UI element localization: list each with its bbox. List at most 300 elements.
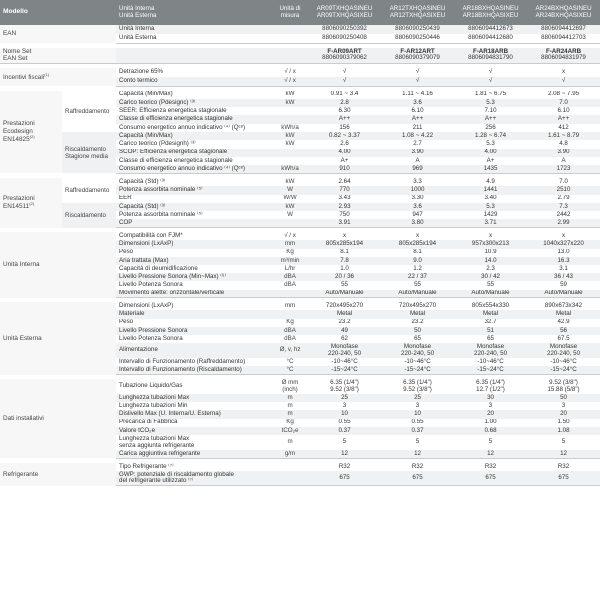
row-unit: W — [272, 186, 308, 194]
value-cell: R32 — [527, 463, 600, 471]
row-unit — [272, 107, 308, 115]
row-unit — [272, 115, 308, 123]
row-unit: kW — [272, 203, 308, 211]
row-unit — [272, 463, 308, 471]
value-cell: 412 — [527, 124, 600, 132]
row-label: Peso — [116, 249, 272, 257]
row-unit — [272, 34, 308, 43]
model-outdoor: AR09TXHQASIXEU — [316, 11, 373, 19]
value-cell: 1723 — [527, 165, 600, 173]
value-cell: 0.82 ~ 3.37 — [308, 132, 381, 140]
footnote-mark: (1) — [44, 71, 50, 77]
row-label: Livello Potenza Sonora — [116, 335, 272, 343]
value-cell: 750 — [308, 211, 381, 219]
row-unit: kW — [272, 91, 308, 99]
row-label: Unità Interna — [116, 25, 272, 34]
value-cell: √ — [454, 77, 527, 86]
row-unit: g/m — [272, 450, 308, 458]
row-unit: L/hr — [272, 265, 308, 273]
value-cell: 6.35 (1/4") 9.52 (3/8") — [308, 379, 381, 394]
footnote-mark: (2) — [29, 134, 35, 140]
value-cell: 20 / 36 — [308, 273, 381, 281]
row-label: Capacità (Std) ⁽³⁾ — [116, 203, 272, 211]
value-cell: 675 — [381, 471, 454, 486]
value-cell: 720x495x270 — [381, 302, 454, 310]
value-cell: 55 — [381, 281, 454, 289]
section-label: EAN — [0, 25, 116, 43]
value-cell: 67.5 — [527, 335, 600, 343]
unit-of-measure-header: Unità di misura — [272, 0, 308, 25]
row-unit: dBA — [272, 327, 308, 335]
value-cell: 8806094412680 — [454, 34, 527, 43]
value-cell: 1.08 ~ 4.22 — [381, 132, 454, 140]
value-cell: 1.11 ~ 4.16 — [381, 91, 454, 99]
value-cell: x — [527, 68, 600, 77]
row-unit: Ø mm (inch) — [272, 379, 308, 394]
value-cell: 4.8 — [527, 140, 600, 148]
value-cell: 10 — [381, 410, 454, 418]
value-cell: Auto/Manuale — [527, 290, 600, 298]
value-cell: A++ — [381, 115, 454, 123]
model-column-header — [381, 0, 454, 25]
set-cell — [381, 48, 454, 64]
row-label: Capacità (Min/Max) — [116, 132, 272, 140]
value-cell: 1000 — [381, 186, 454, 194]
value-cell: 23.2 — [308, 319, 381, 327]
value-cell: 0.68 — [454, 427, 527, 435]
row-label: Dimensioni (LxAxP) — [116, 302, 272, 310]
value-cell: 1.2 — [381, 265, 454, 273]
unit-type-header — [116, 0, 272, 25]
row-label: Alimentazione — [116, 343, 272, 358]
value-cell: 2.99 — [527, 219, 600, 227]
value-cell: 3.71 — [454, 219, 527, 227]
value-cell: 6.30 — [308, 107, 381, 115]
row-label: Livello Pressione Sonora — [116, 327, 272, 335]
value-cell: -10~46°C — [527, 358, 600, 366]
value-cell: √ — [381, 77, 454, 86]
row-unit: m — [272, 402, 308, 410]
value-cell: 156 — [308, 124, 381, 132]
value-cell: 49 — [308, 327, 381, 335]
value-cell: 8.1 — [308, 249, 381, 257]
set-cell — [454, 48, 527, 64]
row-label: Tubazione Liquido/Gas — [116, 379, 272, 394]
value-cell: 20 — [454, 410, 527, 418]
table-row — [0, 25, 600, 34]
set-ean: 8806090379079 — [395, 54, 440, 62]
value-cell: 4.9 — [454, 178, 527, 186]
value-cell: 2.08 ~ 7.95 — [527, 91, 600, 99]
table-row — [0, 379, 600, 394]
value-cell: 211 — [381, 124, 454, 132]
row-unit — [272, 25, 308, 34]
value-cell: 3 — [527, 402, 600, 410]
model-indoor: AR09TXHQASINEU — [316, 5, 373, 12]
row-label: Tipo Refrigerante ⁽⁷⁾ — [116, 463, 272, 471]
value-cell: 42.9 — [527, 319, 600, 327]
row-unit: dBA — [272, 273, 308, 281]
value-cell: 0.37 — [381, 427, 454, 435]
row-label: Carico teorico (Pdesignh) ⁽³⁾ — [116, 140, 272, 148]
value-cell: 890x673x342 — [527, 302, 600, 310]
value-cell: Metal — [527, 310, 600, 318]
value-cell: 2510 — [527, 186, 600, 194]
value-cell: 256 — [454, 124, 527, 132]
row-unit: kW — [272, 178, 308, 186]
value-cell: 9.52 (3/8") 15.88 (5/8") — [527, 379, 600, 394]
value-cell: A+ — [454, 157, 527, 165]
row-label — [116, 48, 272, 64]
value-cell: 4.00 — [308, 149, 381, 157]
set-cell — [527, 48, 600, 64]
row-label: Lunghezza tubazioni Max senza aggiunta refrigerante — [116, 435, 272, 450]
value-cell: 8.1 — [381, 249, 454, 257]
value-cell: 59 — [527, 281, 600, 289]
row-unit: √ / x — [272, 68, 308, 77]
row-label: Livello Pressione Sonora (Min~Max) ⁽⁶⁾ — [116, 273, 272, 281]
value-cell: 51 — [454, 327, 527, 335]
set-name: F-AR09ART — [327, 47, 362, 55]
value-cell: 3 — [308, 402, 381, 410]
table-row — [0, 48, 600, 64]
value-cell: 1.0 — [308, 265, 381, 273]
section-spacer — [0, 486, 600, 491]
model-indoor: AR18BXHQASINEU — [462, 5, 519, 12]
value-cell: Monofase 220-240, 50 — [308, 343, 381, 358]
value-cell: 1.28 ~ 6.74 — [454, 132, 527, 140]
value-cell: 30 / 42 — [454, 273, 527, 281]
value-cell: 3.3 — [381, 178, 454, 186]
section-label: Dati installativi — [0, 379, 116, 458]
value-cell: 675 — [527, 471, 600, 486]
row-unit — [272, 310, 308, 318]
value-cell: Monofase 220-240, 50 — [527, 343, 600, 358]
value-cell: 12 — [381, 450, 454, 458]
row-unit: °C — [272, 366, 308, 374]
value-cell: 3.1 — [527, 265, 600, 273]
model-outdoor: AR24BXHQASIXEU — [535, 11, 592, 19]
value-cell: 56 — [527, 327, 600, 335]
value-cell: 3.30 — [381, 195, 454, 203]
value-cell: x — [381, 232, 454, 240]
row-label: Valore tCO₂e — [116, 427, 272, 435]
row-unit: kWh/a — [272, 165, 308, 173]
value-cell: 6.35 (1/4") 9.52 (3/8") — [381, 379, 454, 394]
section-label: Incentivi fiscali$^{(1)}$ — [0, 68, 116, 86]
value-cell: Monofase 220-240, 50 — [381, 343, 454, 358]
section-label: Prestazioni Ecodesign EN14825$^{(2)}$ — [0, 91, 62, 174]
value-cell: 5 — [308, 435, 381, 450]
value-cell: 3.91 — [308, 219, 381, 227]
value-cell: 2.3 — [454, 265, 527, 273]
row-label: Potenza assorbita nominale ⁽⁵⁾ — [116, 186, 272, 194]
value-cell: 20 — [527, 410, 600, 418]
section-label: Nome Set EAN Set — [0, 48, 116, 64]
value-cell: 0.55 — [381, 419, 454, 427]
row-unit: °C — [272, 358, 308, 366]
value-cell: -15~24°C — [527, 366, 600, 374]
row-label: Potenza assorbita nominale ⁽⁵⁾ — [116, 211, 272, 219]
value-cell: 3.43 — [308, 195, 381, 203]
value-cell: -15~24°C — [308, 366, 381, 374]
value-cell: 14.0 — [454, 257, 527, 265]
value-cell: 969 — [381, 165, 454, 173]
unita-interna-header: Unità Interna — [119, 5, 155, 12]
value-cell: Metal — [381, 310, 454, 318]
row-unit — [272, 471, 308, 486]
value-cell: 1.08 — [527, 427, 600, 435]
row-unit: kW — [272, 140, 308, 148]
row-unit: mm — [272, 240, 308, 248]
row-unit: W — [272, 211, 308, 219]
model-column-header — [454, 0, 527, 25]
row-label: Precarica di Fabbrica — [116, 419, 272, 427]
row-unit: W/W — [272, 195, 308, 203]
value-cell: 3.90 — [381, 149, 454, 157]
row-label: Materiale — [116, 310, 272, 318]
row-unit: m³/min — [272, 257, 308, 265]
value-cell: 7.0 — [527, 99, 600, 107]
table-row — [0, 132, 600, 140]
value-cell: 5 — [454, 435, 527, 450]
section-label: Unità Interna — [0, 232, 116, 298]
value-cell: Auto/Manuale — [381, 290, 454, 298]
row-label: Detrazione 65% — [116, 68, 272, 77]
value-cell: 7.8 — [308, 257, 381, 265]
row-unit: tCO₂e — [272, 427, 308, 435]
value-cell: 55 — [454, 281, 527, 289]
model-outdoor: AR18BXHQASIXEU — [462, 11, 519, 19]
table-row — [0, 91, 600, 99]
value-cell: 23.2 — [381, 319, 454, 327]
value-cell: √ — [308, 77, 381, 86]
value-cell: R32 — [454, 463, 527, 471]
value-cell: A++ — [454, 115, 527, 123]
value-cell: A++ — [308, 115, 381, 123]
value-cell: Monofase 220-240, 50 — [454, 343, 527, 358]
value-cell: 8806090250408 — [308, 34, 381, 43]
value-cell: 675 — [308, 471, 381, 486]
value-cell: -10~46°C — [454, 358, 527, 366]
value-cell: 7.3 — [527, 203, 600, 211]
value-cell: 675 — [454, 471, 527, 486]
value-cell: -10~46°C — [381, 358, 454, 366]
value-cell: 957x300x213 — [454, 240, 527, 248]
row-unit: dBA — [272, 281, 308, 289]
value-cell: 30 — [454, 394, 527, 402]
value-cell: 0.37 — [308, 427, 381, 435]
value-cell: √ — [308, 68, 381, 77]
set-name: F-AR12ART — [400, 47, 435, 55]
value-cell: 10 — [308, 410, 381, 418]
value-cell: Auto/Manuale — [454, 290, 527, 298]
table-row — [0, 232, 600, 240]
table-row — [0, 68, 600, 77]
value-cell: 2.7 — [381, 140, 454, 148]
value-cell: A++ — [527, 115, 600, 123]
value-cell: x — [527, 232, 600, 240]
row-unit — [272, 149, 308, 157]
value-cell: 65 — [454, 335, 527, 343]
value-cell: 0.55 — [308, 419, 381, 427]
row-unit — [272, 219, 308, 227]
value-cell: 12 — [454, 450, 527, 458]
value-cell: 3.80 — [381, 219, 454, 227]
value-cell: 8806094412673 — [454, 25, 527, 34]
value-cell: 4.00 — [454, 149, 527, 157]
subsection-label: Raffreddamento — [62, 91, 116, 132]
row-unit: m — [272, 435, 308, 450]
value-cell: 770 — [308, 186, 381, 194]
value-cell: 910 — [308, 165, 381, 173]
value-cell: 2.8 — [308, 99, 381, 107]
value-cell: 5 — [527, 435, 600, 450]
value-cell: R32 — [381, 463, 454, 471]
value-cell: 32.7 — [454, 319, 527, 327]
value-cell: 805x285x194 — [381, 240, 454, 248]
row-unit — [272, 157, 308, 165]
value-cell: 8806094412703 — [527, 34, 600, 43]
value-cell: Metal — [308, 310, 381, 318]
value-cell: 50 — [527, 394, 600, 402]
set-ean: 8806094831790 — [468, 54, 513, 62]
row-label: Dimensioni (LxAxP) — [116, 240, 272, 248]
value-cell: 8806090250439 — [381, 25, 454, 34]
value-cell: x — [454, 232, 527, 240]
value-cell: A — [381, 157, 454, 165]
value-cell: 12 — [308, 450, 381, 458]
value-cell: 1429 — [454, 211, 527, 219]
row-label: Lunghezza tubazioni Min — [116, 402, 272, 410]
row-label: Dislivello Max (U. Interna/U. Esterna) — [116, 410, 272, 418]
value-cell: 6.10 — [381, 107, 454, 115]
model-indoor: AR12TXHQASINEU — [389, 5, 446, 12]
value-cell: 1441 — [454, 186, 527, 194]
value-cell: 7.0 — [527, 178, 600, 186]
set-name: F-AR18ARB — [472, 47, 509, 55]
value-cell: 6.10 — [527, 107, 600, 115]
value-cell: 22 / 37 — [381, 273, 454, 281]
value-cell: 62 — [308, 335, 381, 343]
value-cell: 947 — [381, 211, 454, 219]
subsection-label: Raffreddamento — [62, 178, 116, 203]
row-label: Capacità di deumidificazione — [116, 265, 272, 273]
row-label: Conto termico — [116, 77, 272, 86]
row-unit: m — [272, 410, 308, 418]
value-cell: 3 — [381, 402, 454, 410]
modello-header: Modello — [0, 0, 116, 25]
row-label: Consumo energetico annuo indicativo ⁽⁴⁾ (Qᶜᵉ) — [116, 124, 272, 132]
section-label: Unità Esterna — [0, 302, 116, 374]
value-cell: 720x495x270 — [308, 302, 381, 310]
value-cell: 16.3 — [527, 257, 600, 265]
value-cell: 5.3 — [454, 203, 527, 211]
row-unit — [272, 48, 308, 64]
row-label: GWP: potenziale di riscaldamento globale del refrigerante utilizzato ⁽⁷⁾ — [116, 471, 272, 486]
value-cell: 13.0 — [527, 249, 600, 257]
value-cell: 3.6 — [381, 203, 454, 211]
value-cell: 8806090250446 — [381, 34, 454, 43]
table-row — [0, 178, 600, 186]
row-unit — [272, 290, 308, 298]
row-unit: dBA — [272, 335, 308, 343]
value-cell: 1.50 — [527, 419, 600, 427]
value-cell: R32 — [308, 463, 381, 471]
row-unit: mm — [272, 302, 308, 310]
unita-esterna-header: Unità Esterna — [119, 11, 157, 19]
row-unit: Kg — [272, 319, 308, 327]
row-label: Lunghezza tubazioni Max — [116, 394, 272, 402]
value-cell: 2.64 — [308, 178, 381, 186]
model-indoor: AR24BXHQASINEU — [535, 5, 592, 12]
row-unit: √ / x — [272, 77, 308, 86]
value-cell: 5.3 — [454, 99, 527, 107]
value-cell: 1.61 ~ 8.79 — [527, 132, 600, 140]
value-cell: 25 — [381, 394, 454, 402]
row-label: Movimento alette: orizzontale/verticale — [116, 290, 272, 298]
value-cell: A+ — [308, 157, 381, 165]
value-cell: 805x554x330 — [454, 302, 527, 310]
value-cell: A — [527, 157, 600, 165]
model-column-header — [527, 0, 600, 25]
value-cell: 9.0 — [381, 257, 454, 265]
subsection-label: Riscaldamento — [62, 203, 116, 228]
row-label: Classe di efficienza energetica stagionale — [116, 115, 272, 123]
value-cell: √ — [381, 68, 454, 77]
set-ean: 8806094831979 — [541, 54, 586, 62]
value-cell: 6.35 (1/4") 12.7 (1/2") — [454, 379, 527, 394]
value-cell: 2.93 — [308, 203, 381, 211]
value-cell: -15~24°C — [381, 366, 454, 374]
value-cell: 65 — [381, 335, 454, 343]
value-cell: 3.40 — [454, 195, 527, 203]
row-label: Unità Esterna — [116, 34, 272, 43]
row-label: Consumo energetico annuo indicativo ⁽⁴⁾ (Qᶜᵉ) — [116, 165, 272, 173]
value-cell: 805x285x194 — [308, 240, 381, 248]
value-cell: 5 — [381, 435, 454, 450]
value-cell: 3.90 — [527, 149, 600, 157]
table-row — [0, 203, 600, 211]
row-label: Classe di efficienza energetica stagionale — [116, 157, 272, 165]
value-cell: 2.79 — [527, 195, 600, 203]
row-label: Carica aggiuntiva refrigerante — [116, 450, 272, 458]
set-cell — [308, 48, 381, 64]
model-column-header — [308, 0, 381, 25]
set-name: F-AR24ARB — [545, 47, 582, 55]
row-unit: Kg — [272, 249, 308, 257]
value-cell: 1040x327x220 — [527, 240, 600, 248]
value-cell: 8806090250392 — [308, 25, 381, 34]
value-cell: Metal — [454, 310, 527, 318]
row-label: SEER: Efficienza energetica stagionale — [116, 107, 272, 115]
value-cell: 3 — [454, 402, 527, 410]
row-label: Capacità (Std) ⁽³⁾ — [116, 178, 272, 186]
row-label: COP — [116, 219, 272, 227]
value-cell: 1.00 — [454, 419, 527, 427]
row-label: Peso — [116, 319, 272, 327]
value-cell: 25 — [308, 394, 381, 402]
value-cell: 5.3 — [454, 140, 527, 148]
header-row — [0, 0, 600, 25]
value-cell: 2.6 — [308, 140, 381, 148]
value-cell: 10.9 — [454, 249, 527, 257]
table-row — [0, 463, 600, 471]
value-cell: 55 — [308, 281, 381, 289]
section-label: Refrigerante — [0, 463, 116, 486]
value-cell: 12 — [527, 450, 600, 458]
row-label: EER — [116, 195, 272, 203]
